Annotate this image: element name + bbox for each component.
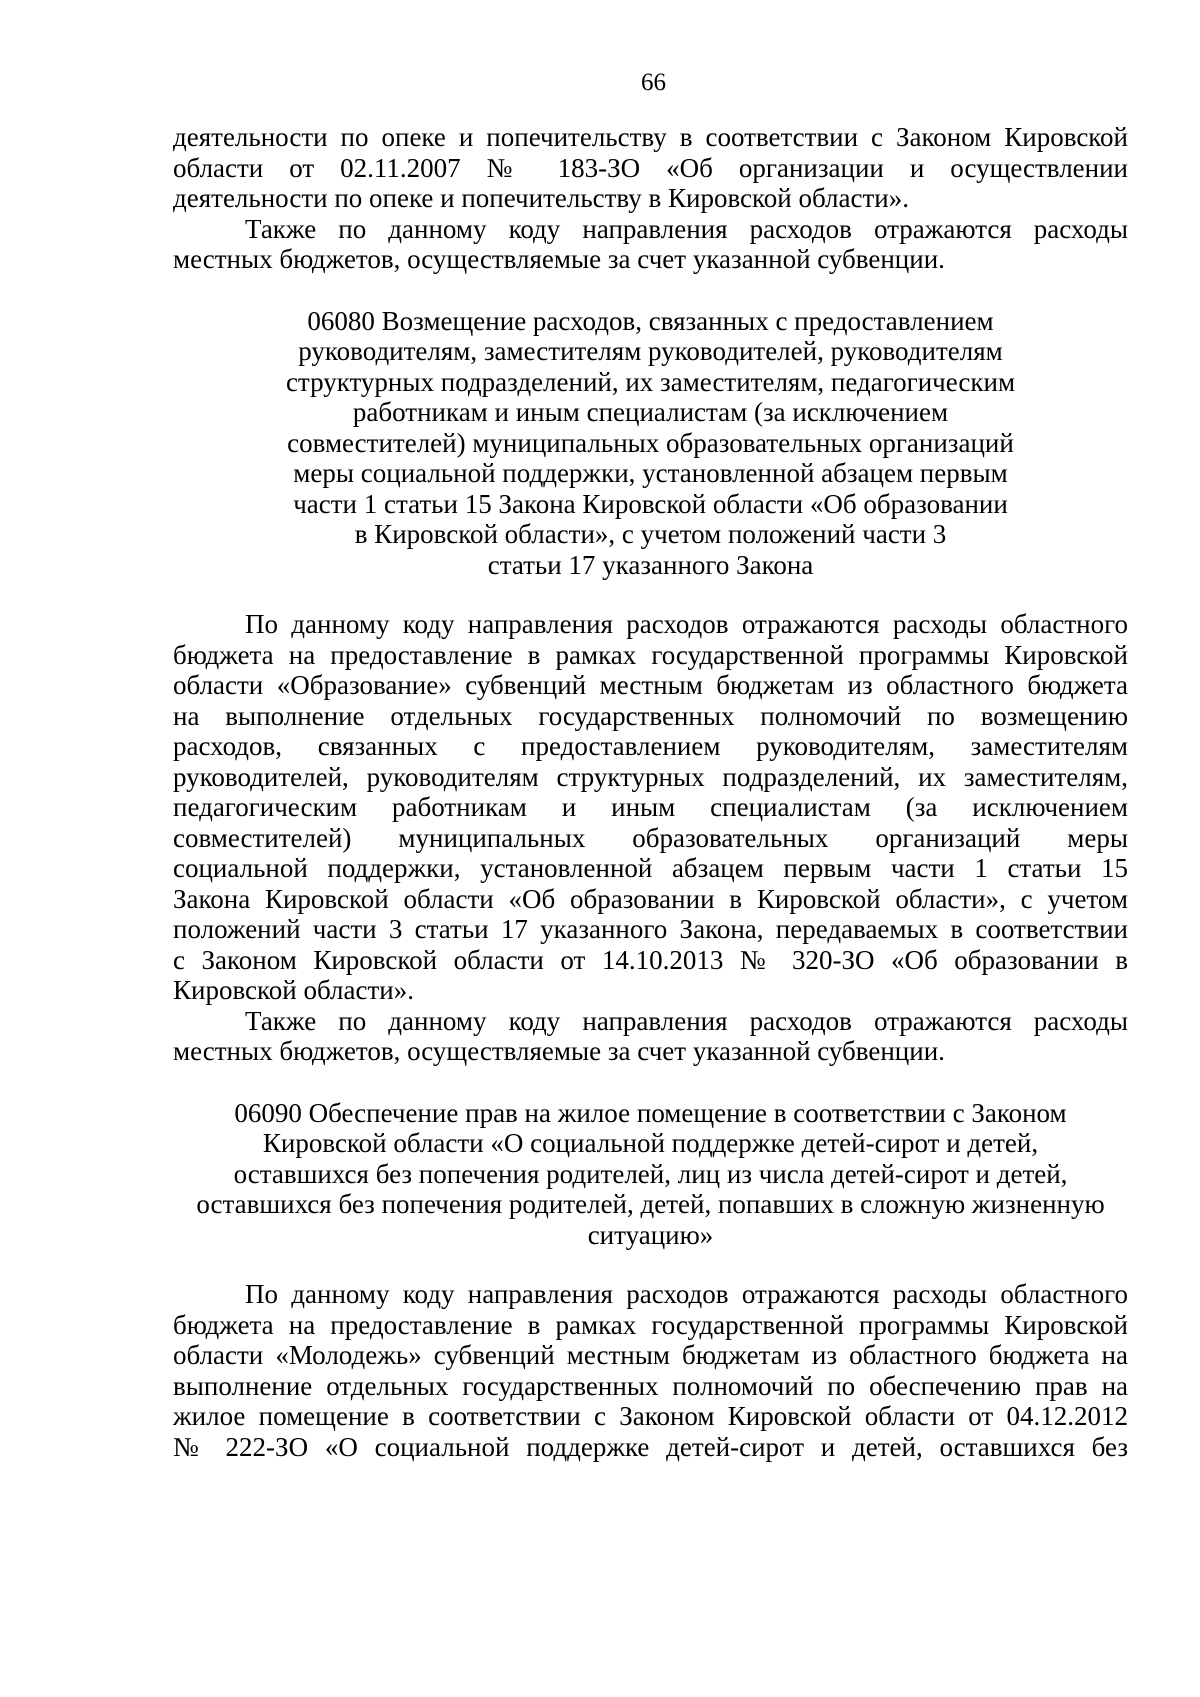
paragraph-youth-subvention <box>173 1279 1128 1462</box>
text-line: с Законом Кировской области от 14.10.2013 № 320-ЗО «Об образовании в <box>173 944 1128 975</box>
text-line: области от 02.11.2007 № 183-ЗО «Об организации и осуществлении <box>173 152 1128 183</box>
text-line: Кировской области». <box>173 975 414 1005</box>
text-line: Также по данному коду направления расходов отражаются расходы <box>245 213 1128 244</box>
heading-line: работникам и иным специалистам (за исключением <box>352 397 949 427</box>
heading-line: 06090 Обеспечение прав на жилое помещение в соответствии с Законом <box>234 1097 1067 1128</box>
text-line: области «Молодежь» субвенций местным бюджетам из областного бюджета на <box>173 1340 1128 1370</box>
heading-line: совместителей) муниципальных образовательных организаций <box>287 427 1014 458</box>
text-line: местных бюджетов, осуществляемые за счет указанной субвенции. <box>173 244 945 274</box>
heading-line: руководителям, заместителям руководителей, руководителям <box>298 336 1003 366</box>
text-line: деятельности по опеке и попечительству в соответствии с Законом Кировской <box>173 122 1128 152</box>
heading-line: части 1 статьи 15 Закона Кировской области «Об образовании <box>293 488 1008 519</box>
heading-line: оставшихся без попечения родителей, детей, попавших в сложную жизненную <box>196 1189 1105 1219</box>
heading-line: Кировской области «О социальной поддержке детей-сирот и детей, <box>262 1128 1039 1158</box>
text-line: Закона Кировской области «Об образовании в Кировской области», с учетом <box>173 883 1128 914</box>
text-line: № 222-ЗО «О социальной поддержке детей-сирот и детей, оставшихся без <box>173 1431 1128 1462</box>
text-line: совместителей) муниципальных образовательных организаций меры <box>173 822 1128 853</box>
text-line: положений части 3 статьи 17 указанного Закона, передаваемых в соответствии <box>173 914 1128 944</box>
section-heading-06090 <box>173 1098 1128 1251</box>
heading-line: 06080 Возмещение расходов, связанных с предоставлением <box>307 305 994 336</box>
heading-line: статьи 17 указанного Закона <box>487 549 814 580</box>
text-line: педагогическим работникам и иным специалистам (за исключением <box>173 792 1128 822</box>
text-line: Также по данному коду направления расходов отражаются расходы <box>245 1005 1128 1036</box>
text-line: жилое помещение в соответствии с Законом Кировской области от 04.12.2012 <box>173 1401 1128 1431</box>
heading-line: меры социальной поддержки, установленной абзацем первым <box>293 458 1008 488</box>
paragraph-local-budgets-1 <box>173 214 1128 275</box>
text-line: По данному коду направления расходов отражаются расходы областного <box>245 1279 1128 1309</box>
heading-line: структурных подразделений, их заместителям, педагогическим <box>285 366 1016 397</box>
paragraph-guardianship-end <box>173 122 1128 214</box>
paragraph-education-subvention <box>173 609 1128 1006</box>
paragraph-local-budgets-2 <box>173 1006 1128 1067</box>
text-line: расходов, связанных с предоставлением руководителям, заместителям <box>173 731 1128 761</box>
heading-line: ситуацию» <box>587 1219 714 1250</box>
text-line: выполнение отдельных государственных полномочий по обеспечению прав на <box>173 1370 1128 1401</box>
text-line: на выполнение отдельных государственных полномочий по возмещению <box>173 700 1128 731</box>
text-line: По данному коду направления расходов отражаются расходы областного <box>245 609 1128 639</box>
document-page <box>173 68 1128 1462</box>
text-line: деятельности по опеке и попечительству в Кировской области». <box>173 183 909 213</box>
text-line: бюджета на предоставление в рамках государственной программы Кировской <box>173 639 1128 670</box>
heading-line: оставшихся без попечения родителей, лиц из числа детей-сирот и детей, <box>233 1158 1068 1189</box>
page-number: 66 <box>641 69 666 96</box>
text-line: области «Образование» субвенций местным бюджетам из областного бюджета <box>173 670 1128 700</box>
text-line: бюджета на предоставление в рамках государственной программы Кировской <box>173 1309 1128 1340</box>
text-line: местных бюджетов, осуществляемые за счет указанной субвенции. <box>173 1036 945 1066</box>
section-heading-06080 <box>173 306 1128 581</box>
text-line: руководителей, руководителям структурных подразделений, их заместителям, <box>173 761 1128 792</box>
heading-line: в Кировской области», с учетом положений части 3 <box>354 519 947 549</box>
text-line: социальной поддержки, установленной абзацем первым части 1 статьи 15 <box>173 853 1128 883</box>
